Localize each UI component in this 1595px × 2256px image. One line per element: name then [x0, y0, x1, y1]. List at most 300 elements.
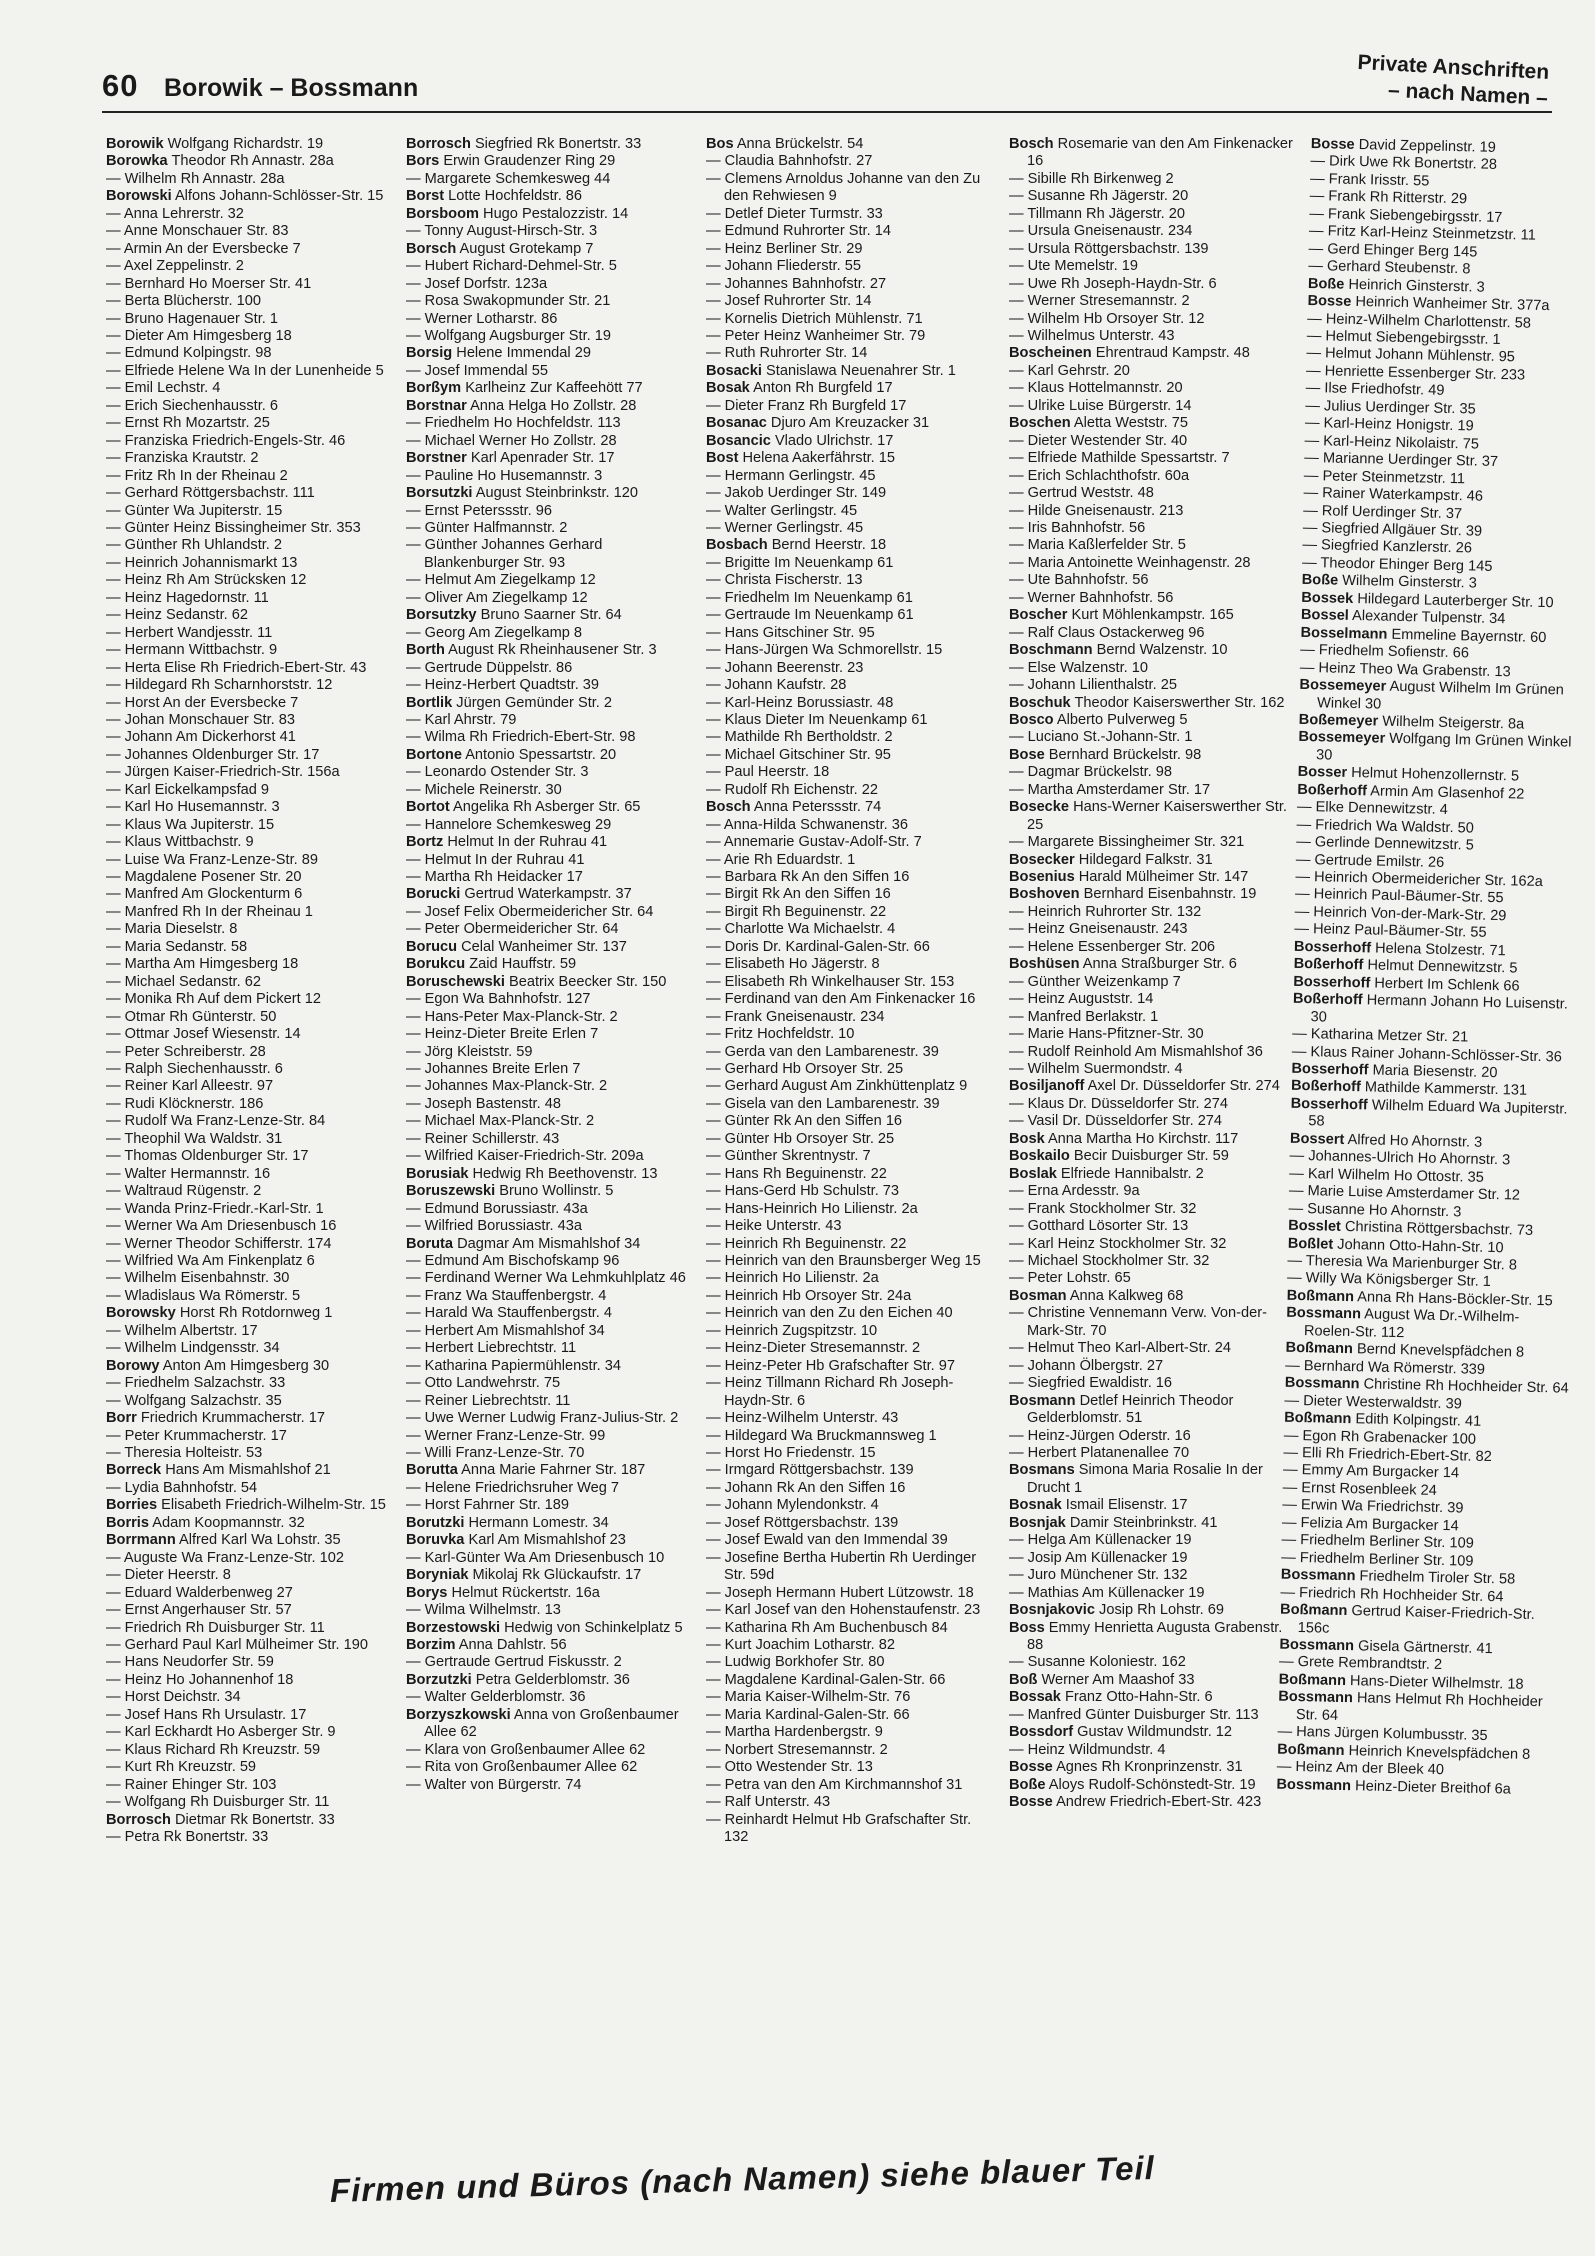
entry-details: — Michael Stockholmer Str. 32 — [1009, 1253, 1210, 1269]
entry-details: — Peter Heinz Wanheimer Str. 79 — [706, 327, 926, 344]
directory-entry — [406, 677, 690, 694]
entry-details: Karl Apenrader Str. 17 — [470, 450, 615, 467]
entry-details: Antonio Spessartstr. 20 — [465, 746, 617, 763]
entry-details: — Heinz-Dieter Stresemannstr. 2 — [706, 1340, 921, 1357]
directory-entry — [706, 712, 990, 729]
directory-entry — [106, 153, 390, 170]
entry-surname: Borzim — [406, 1636, 456, 1653]
entry-details: Aletta Weststr. 75 — [1073, 415, 1188, 432]
entry-details: — Wilhelm Albertstr. 17 — [106, 1322, 258, 1339]
entry-surname: Bosiljanoff — [1009, 1078, 1085, 1095]
entry-details: — Wilhelm Suermondstr. 4 — [1009, 1061, 1183, 1078]
entry-details: — Friedhelm Sofienstr. 66 — [1300, 642, 1470, 662]
entry-details: — Erwin Wa Friedrichstr. 39 — [1282, 1497, 1464, 1517]
directory-entry — [1009, 1585, 1293, 1602]
entry-details: — Emil Lechstr. 4 — [106, 380, 221, 397]
directory-entry — [1009, 1497, 1293, 1514]
directory-entry — [1009, 206, 1293, 223]
directory-entry — [406, 991, 690, 1008]
entry-surname: Bossmann — [1286, 1305, 1362, 1323]
directory-entry — [106, 869, 390, 886]
directory-entry — [106, 1026, 390, 1043]
directory-entry — [406, 712, 690, 729]
directory-entry — [406, 188, 690, 205]
entry-details: — Gerd Ehinger Berg 145 — [1308, 240, 1478, 261]
entry-details: Anna Marie Fahrner Str. 187 — [461, 1462, 646, 1479]
entry-surname: Boßmann — [1279, 1601, 1348, 1620]
entry-surname: Bosserhoff — [1293, 938, 1372, 957]
directory-entry — [406, 1078, 690, 1095]
directory-entry — [706, 974, 990, 991]
directory-entry — [1009, 555, 1293, 572]
directory-entry — [706, 1078, 990, 1095]
entry-details: — Maria Dieselstr. 8 — [106, 921, 238, 938]
directory-entry — [106, 590, 390, 607]
directory-entry — [706, 433, 990, 450]
entry-surname: Boße — [1301, 572, 1339, 589]
entry-surname: Bosch — [706, 799, 751, 816]
directory-entry — [406, 485, 690, 502]
entry-details: Adam Koopmannstr. 32 — [152, 1514, 305, 1531]
directory-entry — [106, 1166, 390, 1183]
entry-details: — Heinz Sedanstr. 62 — [106, 607, 248, 624]
entry-details: — Siegfried Ewaldistr. 16 — [1009, 1375, 1173, 1392]
entry-surname: Bosk — [1009, 1130, 1045, 1147]
entry-details: — Karl Gehrstr. 20 — [1009, 362, 1130, 379]
entry-details: August Wilhelm Im Grünen Winkel 30 — [1316, 678, 1565, 713]
entry-details: — Willy Wa Königsberger Str. 1 — [1286, 1270, 1492, 1291]
entry-details: — Karl-Günter Wa Am Driesenbusch 10 — [406, 1549, 665, 1566]
entry-details: Hedwig Rh Beethovenstr. 13 — [472, 1165, 658, 1182]
entry-details: — Christa Fischerstr. 13 — [706, 572, 863, 589]
entry-surname: Bosselmann — [1300, 624, 1388, 643]
entry-details: — Günter Wa Jupiterstr. 15 — [106, 502, 283, 519]
directory-entry — [106, 415, 390, 432]
entry-details: Edith Kolpingstr. 41 — [1355, 1411, 1482, 1430]
directory-entry — [106, 241, 390, 258]
entry-details: — Karl Ho Husemannstr. 3 — [106, 799, 280, 816]
entry-details: — Ernst Peterssstr. 96 — [406, 502, 552, 519]
entry-details: — Helmut Johann Mühlenstr. 95 — [1306, 345, 1516, 366]
entry-details: — Johann Fliederstr. 55 — [706, 258, 861, 275]
entry-details: — Eduard Walderbenweg 27 — [106, 1584, 293, 1601]
entry-surname: Boßmann — [1278, 1671, 1347, 1689]
entry-details: — Edmund Kolpingstr. 98 — [106, 345, 272, 362]
directory-entry — [1009, 415, 1293, 432]
entry-details: — Elfriede Mathilde Spessartstr. 7 — [1009, 450, 1230, 467]
entry-surname: Bosecker — [1009, 851, 1075, 868]
entry-details: Hedwig von Schinkelplatz 5 — [504, 1619, 683, 1636]
directory-entry — [106, 433, 390, 450]
directory-entry — [1009, 1078, 1293, 1095]
entry-details: — Herbert Am Mismahlshof 34 — [406, 1322, 605, 1339]
directory-entry — [1009, 380, 1293, 397]
directory-column-1 — [106, 136, 390, 2126]
directory-entry — [106, 799, 390, 816]
directory-entry — [406, 1462, 690, 1479]
directory-entry — [1009, 572, 1293, 589]
entry-details: Emmy Henrietta Augusta Grabenstr. 88 — [1027, 1619, 1283, 1653]
entry-details: — Petra Rk Bonertstr. 33 — [106, 1828, 269, 1845]
entry-details: — Heinz-Peter Hb Grafschafter Str. 97 — [706, 1357, 955, 1374]
entry-details: Angelika Rh Asberger Str. 65 — [453, 799, 641, 816]
entry-surname: Bossmann — [1278, 1688, 1354, 1707]
entry-details: — Dieter Am Himgesberg 18 — [106, 327, 292, 344]
directory-entry — [406, 625, 690, 642]
directory-entry — [706, 782, 990, 799]
directory-entry — [406, 311, 690, 328]
directory-entry — [406, 1759, 690, 1776]
directory-entry — [1009, 136, 1293, 171]
directory-entry — [1009, 677, 1293, 694]
entry-details: — Johan Monschauer Str. 83 — [106, 711, 296, 728]
page-header — [102, 50, 1558, 112]
entry-details: — Heinrich Rh Beguinenstr. 22 — [706, 1235, 907, 1252]
directory-entry — [706, 869, 990, 886]
entry-details: — Arie Rh Eduardstr. 1 — [706, 851, 856, 868]
entry-details: — Wolfgang Salzachstr. 35 — [106, 1392, 282, 1409]
entry-details: — Elfriede Helene Wa In der Lunenheide 5 — [106, 362, 384, 379]
directory-entry — [406, 1689, 690, 1706]
directory-entry — [406, 258, 690, 275]
entry-surname: Boßlet — [1287, 1235, 1334, 1253]
directory-entry — [1009, 223, 1293, 240]
entry-details: — Friedhelm Salzachstr. 33 — [106, 1375, 286, 1392]
entry-details: — Hermann Wittbachstr. 9 — [106, 642, 278, 659]
entry-details: — Magdalene Kardinal-Galen-Str. 66 — [706, 1671, 946, 1688]
entry-details: — Uwe Rh Joseph-Haydn-Str. 6 — [1009, 275, 1217, 292]
entry-surname: Borth — [406, 642, 445, 659]
entry-details: — Herbert Wandjesstr. 11 — [106, 624, 273, 641]
directory-entry — [1009, 1567, 1293, 1584]
entry-details: — Sibille Rh Birkenweg 2 — [1009, 170, 1174, 187]
entry-details: — Elli Rh Friedrich-Ebert-Str. 82 — [1283, 1444, 1492, 1466]
directory-entry — [1009, 503, 1293, 520]
directory-entry — [106, 1131, 390, 1148]
entry-details: Bruno Wollinstr. 5 — [499, 1183, 614, 1200]
directory-entry — [706, 1445, 990, 1462]
entry-surname: Borowy — [106, 1357, 160, 1374]
entry-surname: Borowski — [106, 188, 172, 205]
directory-entry — [406, 503, 690, 520]
entry-details: — Maria Kaßlerfelder Str. 5 — [1009, 537, 1186, 554]
directory-entry — [1299, 677, 1584, 718]
directory-entry — [106, 817, 390, 834]
directory-entry — [106, 747, 390, 764]
entry-surname: Boschmann — [1009, 642, 1093, 659]
entry-details: Rosemarie van den Am Finkenacker 16 — [1027, 136, 1293, 170]
directory-entry — [706, 1742, 990, 1759]
entry-details: — Wolfgang Rh Duisburger Str. 11 — [106, 1794, 330, 1811]
entry-surname: Boßmann — [1277, 1741, 1345, 1759]
directory-entry — [106, 1253, 390, 1270]
directory-entry — [406, 1445, 690, 1462]
entry-details: Gertrud Waterkampstr. 37 — [464, 886, 632, 903]
entry-surname: Boruszewski — [406, 1183, 496, 1200]
directory-entry — [706, 904, 990, 921]
entry-surname: Bosacki — [706, 362, 762, 379]
directory-entry — [406, 1358, 690, 1375]
entry-details: Anna Rh Hans-Böckler-Str. 15 — [1357, 1289, 1553, 1310]
entry-surname: Borys — [406, 1584, 448, 1601]
directory-entry — [106, 537, 390, 554]
entry-surname: Borstner — [406, 450, 467, 467]
entry-details: — Heinrich van den Braunsberger Weg 15 — [706, 1253, 981, 1269]
directory-entry — [1009, 712, 1293, 729]
directory-entry — [706, 660, 990, 677]
entry-details: — Pauline Ho Husemannstr. 3 — [406, 467, 603, 484]
entry-details: — Marie Luise Amsterdamer Str. 12 — [1288, 1182, 1521, 1204]
entry-details: — Werner Gerlingstr. 45 — [706, 519, 864, 536]
entry-surname: Borutzki — [406, 1514, 465, 1531]
entry-details: — Wilhelm Eisenbahnstr. 30 — [106, 1270, 290, 1287]
directory-entry — [706, 886, 990, 903]
entry-details: — Hildegard Wa Bruckmannsweg 1 — [706, 1427, 937, 1444]
directory-entry — [1009, 1166, 1293, 1183]
entry-surname: Borrosch — [106, 1811, 171, 1828]
directory-entry — [406, 782, 690, 799]
entry-details: Bernhard Brückelstr. 98 — [1048, 746, 1202, 763]
directory-entry — [706, 1044, 990, 1061]
entry-details: Armin Am Glasenhof 22 — [1370, 783, 1525, 803]
directory-entry — [1280, 1602, 1565, 1643]
directory-entry — [706, 1759, 990, 1776]
entry-details: — Rudi Klöcknerstr. 186 — [106, 1095, 264, 1112]
entry-details: — Werner Franz-Lenze-Str. 99 — [406, 1427, 606, 1444]
directory-entry — [106, 782, 390, 799]
entry-details: — Rolf Uerdinger Str. 37 — [1302, 502, 1463, 522]
entry-details: — Herta Elise Rh Friedrich-Ebert-Str. 43 — [106, 659, 367, 676]
entry-details: — Rosa Swakopmunder Str. 21 — [406, 293, 611, 310]
directory-entry — [106, 1236, 390, 1253]
entry-details: Bruno Saarner Str. 64 — [480, 607, 622, 624]
entry-details: Dietmar Rk Bonertstr. 33 — [174, 1811, 335, 1828]
directory-entry — [706, 1305, 990, 1322]
directory-entry — [106, 1393, 390, 1410]
entry-details: — Klaus Dr. Düsseldorfer Str. 274 — [1009, 1095, 1228, 1112]
entry-details: Horst Rh Rotdornweg 1 — [179, 1305, 333, 1322]
entry-details: Helena Stolzestr. 71 — [1374, 940, 1506, 960]
entry-details: — Claudia Bahnhofstr. 27 — [706, 153, 873, 170]
entry-details: — Wilfried Wa Am Finkenplatz 6 — [106, 1253, 315, 1269]
entry-surname: Bossek — [1301, 589, 1354, 607]
entry-surname: Borreck — [106, 1462, 162, 1479]
entry-details: — Johann Lilienthalstr. 25 — [1009, 677, 1177, 694]
entry-details: — Rita von Großenbaumer Allee 62 — [406, 1759, 638, 1776]
entry-details: Damir Steinbrinkstr. 41 — [1069, 1514, 1218, 1531]
entry-details: Becir Duisburger Str. 59 — [1073, 1148, 1229, 1165]
directory-entry — [406, 345, 690, 362]
directory-entry — [106, 380, 390, 397]
entry-details: — Karl Ahrstr. 79 — [406, 711, 517, 728]
directory-entry — [706, 1183, 990, 1200]
entry-details: Johann Otto-Hahn-Str. 10 — [1337, 1236, 1504, 1256]
directory-entry — [1009, 1794, 1293, 1811]
entry-surname: Borukcu — [406, 956, 466, 973]
directory-entry — [1009, 1759, 1293, 1776]
directory-entry — [706, 852, 990, 869]
directory-entry — [406, 206, 690, 223]
directory-entry — [706, 695, 990, 712]
directory-column-3 — [706, 136, 990, 2126]
entry-details: — Peter Obermeidericher Str. 64 — [406, 921, 619, 938]
entry-details: — Vasil Dr. Düsseldorfer Str. 274 — [1009, 1113, 1223, 1130]
entry-details: Vlado Ulrichstr. 17 — [774, 432, 894, 449]
entry-details: — Petra van den Am Kirchmannshof 31 — [706, 1776, 963, 1793]
entry-details: — Heinrich Ruhrorter Str. 132 — [1009, 903, 1202, 920]
directory-entry — [106, 206, 390, 223]
entry-details: — Birgit Rh Beguinenstr. 22 — [706, 903, 887, 920]
entry-surname: Borsutzky — [406, 607, 477, 624]
entry-surname: Bosnjak — [1009, 1514, 1066, 1531]
page-range-title: Borowik – Bossmann — [164, 74, 419, 102]
entry-details: — Ursula Röttgersbachstr. 139 — [1009, 240, 1209, 257]
entry-details: Karlheinz Zur Kaffeehött 77 — [465, 380, 643, 397]
entry-details: — Hildegard Rh Scharnhorststr. 12 — [106, 677, 333, 694]
entry-surname: Bosser — [1297, 764, 1348, 782]
entry-details: — Heinz-Herbert Quadtstr. 39 — [406, 677, 600, 694]
entry-details: — Ferdinand van den Am Finkenacker 16 — [706, 991, 976, 1008]
entry-details: — Ralf Claus Ostackerweg 96 — [1009, 624, 1205, 641]
directory-entry — [406, 1340, 690, 1357]
entry-details: — Josip Am Küllenacker 19 — [1009, 1549, 1188, 1566]
entry-details: — Ludwig Borkhofer Str. 80 — [706, 1654, 885, 1671]
entry-details: — Franz Wa Stauffenbergstr. 4 — [406, 1287, 607, 1304]
entry-details: — Johann Mylendonkstr. 4 — [706, 1497, 879, 1514]
directory-entry — [706, 1585, 990, 1602]
directory-entry — [406, 450, 690, 467]
directory-entry — [1009, 1602, 1293, 1619]
directory-entry — [1009, 1532, 1293, 1549]
entry-details: Simona Maria Rosalie In der Drucht 1 — [1027, 1462, 1263, 1496]
entry-details: — Helmut Am Ziegelkamp 12 — [406, 572, 596, 589]
directory-entry — [706, 607, 990, 624]
entry-details: — Ulrike Luise Bürgerstr. 14 — [1009, 397, 1192, 414]
directory-entry — [706, 1637, 990, 1654]
entry-details: — Ernst Angerhauser Str. 57 — [106, 1602, 292, 1619]
entry-surname: Bosenius — [1009, 869, 1075, 886]
directory-entry — [106, 1620, 390, 1637]
directory-entry — [106, 1061, 390, 1078]
entry-details: — Else Walzenstr. 10 — [1009, 659, 1148, 676]
entry-details: — Margarete Schemkesweg 44 — [406, 170, 611, 187]
directory-entry — [106, 712, 390, 729]
entry-details: — Fritz Rh In der Rheinau 2 — [106, 467, 288, 484]
directory-entry — [1009, 782, 1293, 799]
entry-details: — Egon Wa Bahnhofstr. 127 — [406, 991, 591, 1008]
directory-entry — [106, 1724, 390, 1741]
directory-entry — [106, 886, 390, 903]
directory-entry — [106, 695, 390, 712]
entry-details: — Johann Kaufstr. 28 — [706, 677, 847, 694]
entry-details: — Grete Rembrandtstr. 2 — [1278, 1654, 1443, 1674]
directory-entry — [106, 764, 390, 781]
entry-details: — Martha Hardenbergstr. 9 — [706, 1724, 883, 1741]
entry-details: — Gertrude Düppelstr. 86 — [406, 659, 573, 676]
entry-details: Bernd Knevelspfädchen 8 — [1356, 1341, 1525, 1361]
entry-details: — Irmgard Röttgersbachstr. 139 — [706, 1462, 914, 1479]
entry-details: — Helga Am Küllenacker 19 — [1009, 1532, 1192, 1549]
entry-surname: Bos — [706, 136, 734, 152]
entry-surname: Bossmann — [1284, 1374, 1360, 1393]
directory-column-2 — [406, 136, 690, 2126]
entry-surname: Bosch — [1009, 136, 1054, 152]
entry-details: Hildegard Lauterberger Str. 10 — [1357, 590, 1554, 611]
directory-entry — [1009, 293, 1293, 310]
directory-entry — [1009, 1462, 1293, 1497]
entry-surname: Boschen — [1009, 415, 1071, 432]
directory-entry — [106, 1497, 390, 1514]
directory-entry — [406, 171, 690, 188]
directory-entry — [106, 171, 390, 188]
directory-entry — [406, 1672, 690, 1689]
entry-details: — Heinz Rh Am Strücksken 12 — [106, 572, 307, 589]
directory-entry — [1009, 886, 1293, 903]
directory-entry — [106, 485, 390, 502]
directory-entry — [706, 555, 990, 572]
directory-entry — [1286, 1305, 1571, 1346]
entry-details: — Michael Max-Planck-Str. 2 — [406, 1113, 595, 1130]
entry-details: — Helmut Siebengebirgsstr. 1 — [1306, 327, 1501, 348]
entry-surname: Bosancic — [706, 432, 771, 449]
directory-entry — [706, 991, 990, 1008]
directory-entry — [406, 1218, 690, 1235]
entry-details: — Edmund Borussiastr. 43a — [406, 1200, 588, 1217]
entry-surname: Boßerhoff — [1297, 781, 1368, 800]
entry-details: — Heinrich Von-der-Mark-Str. 29 — [1294, 903, 1507, 925]
entry-details: — Josef Hans Rh Ursulastr. 17 — [106, 1706, 307, 1723]
entry-details: — Johann Rk An den Siffen 16 — [706, 1479, 906, 1496]
entry-details: — Helmut In der Ruhrau 41 — [406, 851, 585, 868]
directory-entry — [106, 188, 390, 205]
directory-entry — [106, 1654, 390, 1671]
directory-entry — [1009, 625, 1293, 642]
entry-details: Helmut Hohenzollernstr. 5 — [1351, 765, 1520, 785]
entry-surname: Borßym — [406, 380, 462, 397]
directory-entry — [1009, 1061, 1293, 1078]
entry-details: Anna Dahlstr. 56 — [458, 1636, 567, 1653]
entry-surname: Borr — [106, 1410, 137, 1427]
directory-entry — [1009, 1026, 1293, 1043]
directory-entry — [706, 537, 990, 554]
entry-details: — Edmund Ruhrorter Str. 14 — [706, 223, 891, 240]
entry-details: — Otmar Rh Günterstr. 50 — [106, 1008, 277, 1025]
entry-details: Ehrentraud Kampstr. 48 — [1095, 345, 1250, 362]
directory-entry — [106, 276, 390, 293]
entry-details: — Egon Rh Grabenacker 100 — [1283, 1427, 1477, 1448]
entry-details: — Hans Jürgen Kolumbusstr. 35 — [1277, 1723, 1488, 1745]
directory-entry — [406, 886, 690, 903]
directory-entry — [706, 206, 990, 223]
entry-details: — Werner Bahnhofstr. 56 — [1009, 589, 1174, 606]
entry-details: — Heinz-Jürgen Oderstr. 16 — [1009, 1427, 1191, 1444]
entry-surname: Bosserhoff — [1290, 1095, 1368, 1114]
entry-details: — Susanne Ho Ahornstr. 3 — [1288, 1200, 1462, 1221]
directory-entry — [406, 1253, 690, 1270]
entry-details: Christine Rh Hochheider Str. 64 — [1363, 1376, 1569, 1397]
entry-surname: Bosse — [1009, 1794, 1053, 1811]
entry-details: Anna Kalkweg 68 — [1069, 1287, 1184, 1304]
entry-details: Petra Gelderblomstr. 36 — [475, 1671, 630, 1688]
entry-details: — Günther Weizenkamp 7 — [1009, 973, 1181, 990]
entry-details: — Walter Gelderblomstr. 36 — [406, 1689, 586, 1706]
directory-entry — [406, 572, 690, 589]
directory-entry — [406, 1323, 690, 1340]
entry-details: — Friedhelm Im Neuenkamp 61 — [706, 589, 913, 606]
entry-details: — Johann Ölbergstr. 27 — [1009, 1357, 1164, 1374]
directory-entry — [406, 607, 690, 624]
directory-entry — [106, 520, 390, 537]
